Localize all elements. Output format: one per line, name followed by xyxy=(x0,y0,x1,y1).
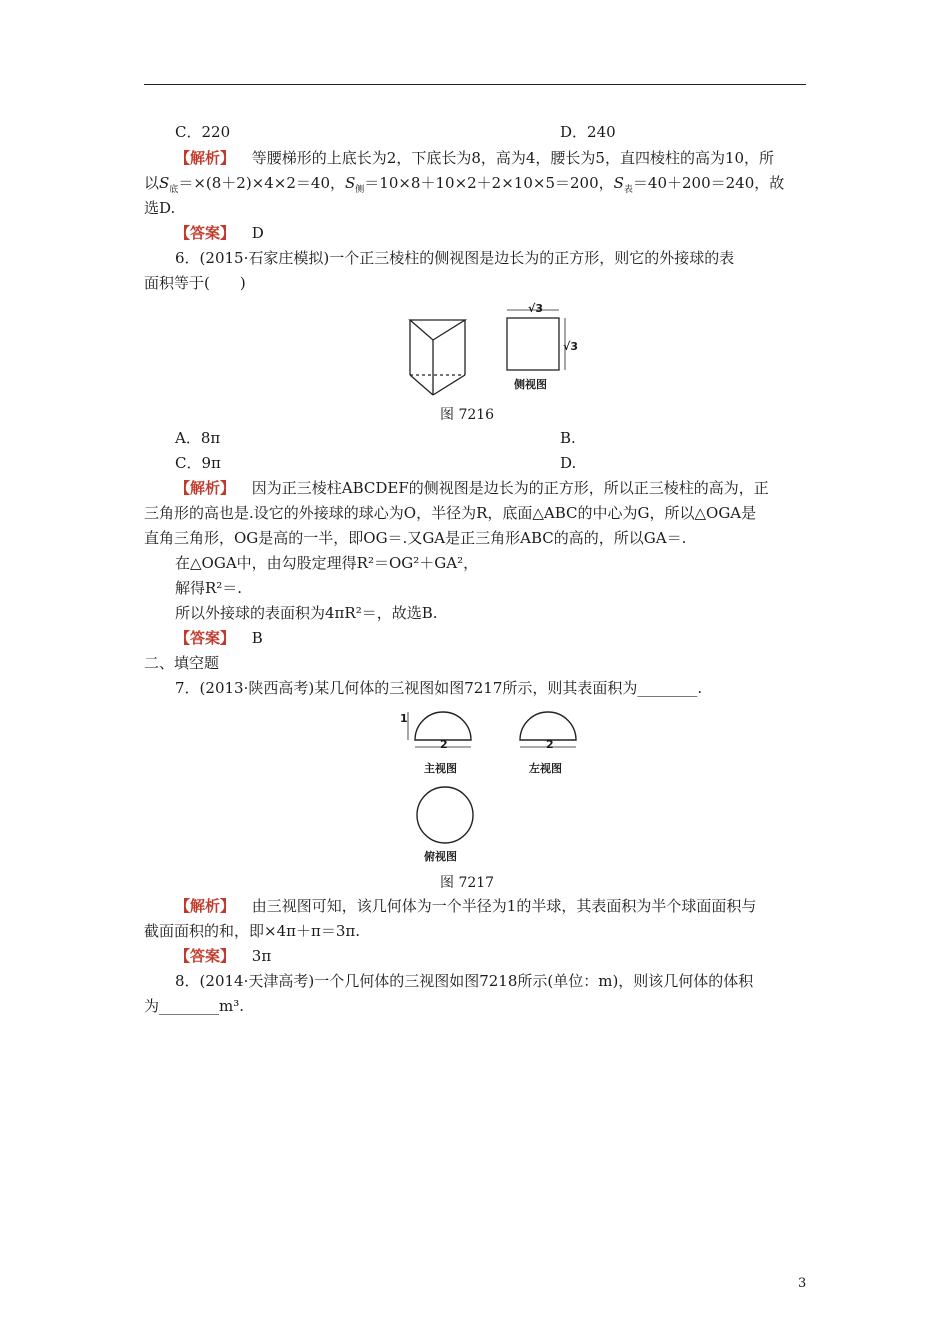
solution-5-line3: 选D. xyxy=(144,199,176,217)
solution-6-line3: 直角三角形，OG是高的一半，即OG＝.又GA是正三角形ABC的高的，所以GA＝. xyxy=(144,529,687,547)
analysis-tag: 【解析】 xyxy=(175,149,236,167)
dim-two-left: 2 xyxy=(546,738,554,751)
figure-7217 xyxy=(370,702,600,872)
dim-right: √3 xyxy=(563,340,578,353)
figure-7216-label: 图 7216 xyxy=(440,407,495,423)
section-fill-in: 二、填空题 xyxy=(144,654,220,672)
solution-6-line4: 在△OGA中，由勾股定理得R²＝OG²＋GA²， xyxy=(175,554,479,572)
dim-top: √3 xyxy=(528,302,543,315)
solution-5-line1 xyxy=(175,148,774,168)
top-view-caption: 俯视图 xyxy=(424,850,457,863)
side-view-caption: 侧视图 xyxy=(514,378,547,391)
solution-6-line6: 所以外接球的表面积为4πR²＝，故选B. xyxy=(175,604,438,622)
dim-two-front: 2 xyxy=(440,738,448,751)
solution-5-line2: 以$S_底=\times(8+2)\times 4\times 2=40$，$S_侧=10\times 8+10\times 2+2\times 10\times 5=200$，$S_表=40+200=240$，故 xyxy=(144,174,785,195)
solution-6-line5: 解得R²＝. xyxy=(175,579,243,597)
question-6-line1: 6．(2015·石家庄模拟)一个正三棱柱的侧视图是边长为的正方形，则它的外接球的表 xyxy=(175,249,735,267)
front-view-caption: 主视图 xyxy=(424,762,457,775)
dim-one: 1 xyxy=(400,712,408,725)
header-rule xyxy=(144,84,806,85)
answer-5: 【答案】 D xyxy=(175,224,264,242)
left-view-caption: 左视图 xyxy=(529,762,562,775)
solution-text: 等腰梯形的上底长为2，下底长为8，高为4，腰长为5，直四棱柱的高为10，所 xyxy=(251,149,775,167)
answer-7: 【答案】 3π xyxy=(175,947,272,965)
question-7: 7．(2013·陕西高考)某几何体的三视图如图7217所示，则其表面积为________. xyxy=(175,679,703,697)
answer-tag: 【答案】 xyxy=(175,224,236,242)
question-6-line2: 面积等于( ) xyxy=(144,274,246,292)
solution-7-line2: 截面面积的和，即×4π＋π＝3π. xyxy=(144,922,360,940)
figure-7217-label: 图 7217 xyxy=(440,875,495,891)
option-d: D．240 xyxy=(560,123,616,141)
page-number: 3 xyxy=(798,1276,807,1291)
option-c: C．220 xyxy=(175,123,231,141)
question-8-line1: 8．(2014·天津高考)一个几何体的三视图如图7218所示(单位：m)，则该几何体的体积 xyxy=(175,972,754,990)
solution-6-line2: 三角形的高也是.设它的外接球的球心为O，半径为R，底面△ABC的中心为G，所以△OGA是 xyxy=(144,504,757,522)
solution-6-line1: 【解析】 因为正三棱柱ABCDEF的侧视图是边长为的正方形，所以正三棱柱的高为，正 xyxy=(175,479,769,497)
answer-6: 【答案】 B xyxy=(175,629,263,647)
question-8-line2: 为________m³. xyxy=(144,997,245,1015)
solution-7-line1: 【解析】 由三视图可知，该几何体为一个半径为1的半球，其表面积为半个球面面积与 xyxy=(175,897,757,915)
